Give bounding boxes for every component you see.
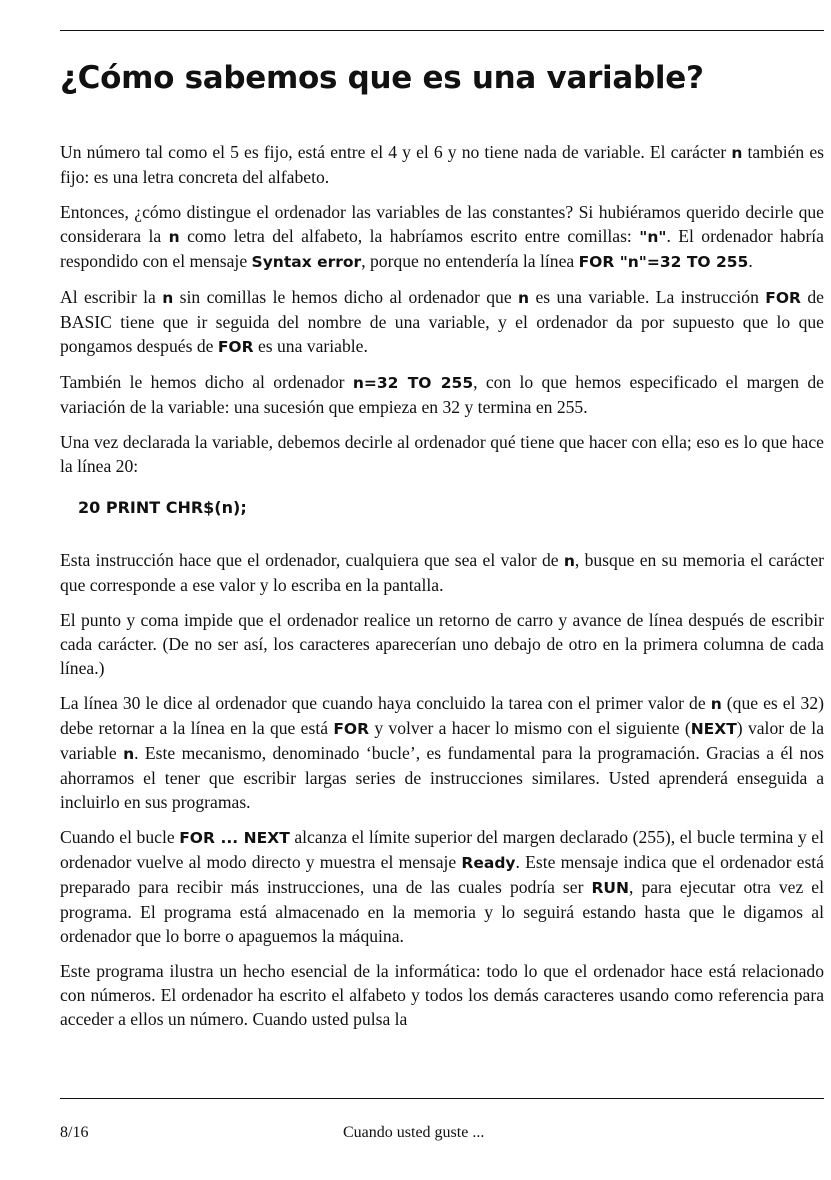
running-title: Cuando usted guste ...: [343, 1124, 485, 1141]
keyword: n: [731, 144, 743, 162]
keyword: n=32 TO 255: [352, 374, 474, 392]
text: Esta instrucción hace que el ordenador, cualquiera que sea el valor de: [60, 550, 564, 570]
paragraph-6: [60, 548, 824, 597]
keyword: n: [123, 745, 135, 763]
text: como letra del alfabeto, la habríamos escrito entre comillas:: [179, 226, 640, 246]
keyword: Ready: [461, 854, 516, 872]
text: es una variable.: [253, 336, 368, 356]
text: Un número tal como el 5 es fijo, está entre el 4 y el 6 y no tiene nada de variable. El carácter: [60, 142, 732, 162]
text: . El ordenador habría respondido con el mensaje: [60, 226, 824, 271]
text: es una variable. La instrucción: [529, 287, 766, 307]
text: (que es el 32) debe retornar a la línea en la que está: [60, 693, 825, 738]
text: . Este mecanismo, denominado ‘bucle’, es fundamental para la programación. Gracias a él nos ahorramos el tener que escribir largas series de instrucciones similares. Usted aprenderá enseguida a incluirlo en sus programas.: [60, 743, 824, 812]
paragraph-9: [60, 825, 824, 948]
paragraph-4: [60, 370, 824, 419]
text: Al escribir la: [60, 287, 163, 307]
keyword: n: [162, 289, 174, 307]
keyword: n: [168, 228, 180, 246]
paragraph-1: [60, 140, 824, 189]
paragraph-5: [60, 430, 824, 478]
text: y volver a hacer lo mismo con el siguiente (: [369, 718, 691, 738]
text: , para ejecutar otra vez el programa. El programa está almacenado en la memoria y lo seguirá estando hasta que le digamos al ordenador que lo borre o apaguemos la máquina.: [60, 877, 824, 946]
keyword: FOR "n"=32 TO 255: [578, 253, 749, 271]
text: También le hemos dicho al ordenador: [60, 372, 353, 392]
paragraph-7: [60, 608, 824, 680]
text: .: [748, 251, 753, 271]
keyword: Syntax error: [251, 253, 362, 271]
keyword: n: [710, 695, 722, 713]
paragraph-2: [60, 200, 824, 274]
section-heading: ¿Cómo sabemos que es una variable?: [60, 60, 704, 96]
keyword: NEXT: [690, 720, 737, 738]
text: ) valor de la variable: [60, 718, 824, 763]
keyword: RUN: [591, 879, 629, 897]
paragraph-3: [60, 285, 824, 359]
body-text: [60, 140, 824, 1042]
bottom-rule: [60, 1098, 824, 1099]
text: alcanza el límite superior del margen declarado (255), el bucle termina y el ordenador vuelve al modo directo y muestra el mensaje: [60, 827, 824, 872]
keyword: n: [518, 289, 530, 307]
text: , con lo que hemos especificado el margen de variación de la variable: una sucesión que empieza en 32 y termina en 255.: [60, 372, 824, 417]
paragraph-10: [60, 959, 824, 1031]
page-number: 8/16: [60, 1124, 89, 1141]
text: . Este mensaje indica que el ordenador está preparado para recibir más instrucciones, una de las cuales podría ser: [60, 852, 824, 897]
keyword: FOR: [333, 720, 370, 738]
text: de BASIC tiene que ir seguida del nombre de una variable, y el ordenador da por supuesto que lo que pongamos después de: [60, 287, 824, 356]
code-line: 20 PRINT CHR$(n);: [78, 498, 247, 517]
text: también es fijo: es una letra concreta del alfabeto.: [60, 142, 824, 187]
keyword: FOR ... NEXT: [179, 829, 290, 847]
text: , busque en su memoria el carácter que corresponde a ese valor y lo escriba en la pantalla.: [60, 550, 824, 595]
top-rule: [60, 30, 824, 31]
text: Cuando el bucle: [60, 827, 180, 847]
text: La línea 30 le dice al ordenador que cuando haya concluido la tarea con el primer valor de: [60, 693, 711, 713]
keyword: FOR: [217, 338, 254, 356]
text: Una vez declarada la variable, debemos decirle al ordenador qué tiene que hacer con ella; eso es lo que hace la línea 20:: [60, 432, 824, 476]
text: , porque no entendería la línea: [361, 251, 579, 271]
keyword: FOR: [765, 289, 801, 307]
text: sin comillas le hemos dicho al ordenador que: [173, 287, 519, 307]
text: Este programa ilustra un hecho esencial de la informática: todo lo que el ordenador hace está relacionado con números. El ordenador ha escrito el alfabeto y todos los demás caracteres usando como referencia para acceder a ellos un número. Cuando usted pulsa la: [60, 961, 824, 1029]
text: El punto y coma impide que el ordenador realice un retorno de carro y avance de línea después de escribir cada carácter. (De no ser así, los caracteres aparecerían uno debajo de otro en la primera columna de cada línea.): [60, 610, 824, 678]
keyword: n: [563, 552, 575, 570]
paragraph-8: [60, 691, 824, 814]
keyword: "n": [639, 228, 667, 246]
text: Entonces, ¿cómo distingue el ordenador las variables de las constantes? Si hubiéramos querido decirle que considerara la: [60, 202, 824, 246]
